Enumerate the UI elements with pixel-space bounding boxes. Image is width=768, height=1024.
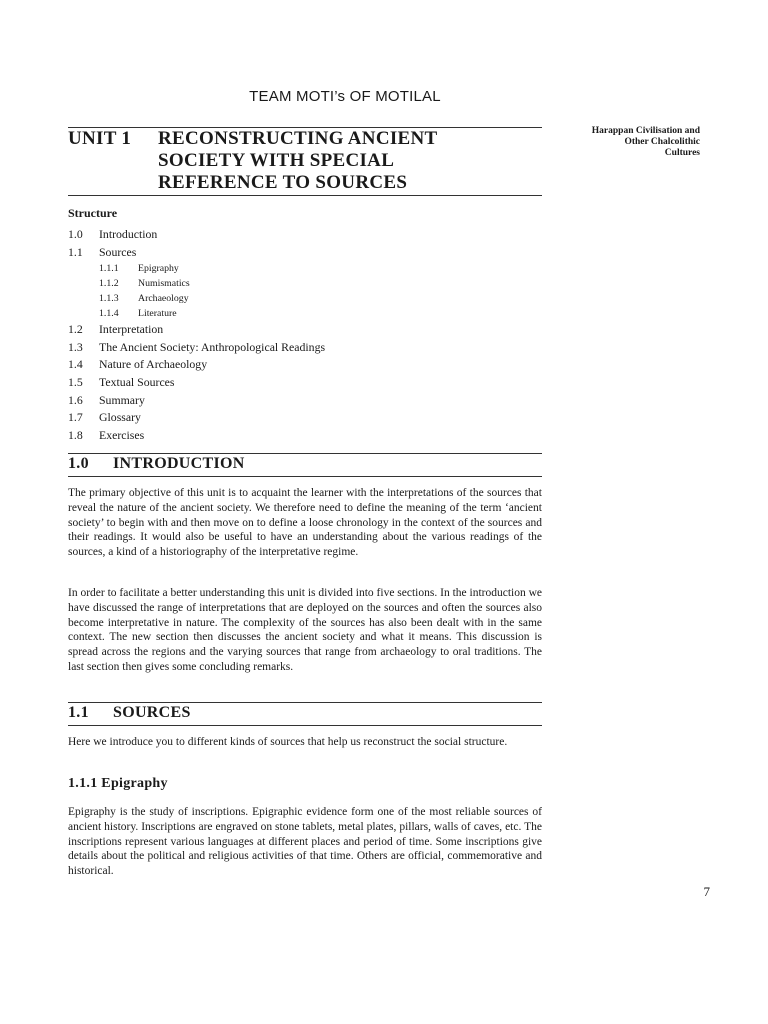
structure-heading: Structure (68, 206, 118, 220)
toc-title: The Ancient Society: Anthropological Readings (99, 339, 326, 354)
paragraph: Here we introduce you to different kinds of sources that help us reconstruct the social structure. (68, 736, 508, 748)
section-bottom-rule (68, 725, 542, 726)
toc-title: Glossary (99, 410, 141, 425)
unit-title-line: SOCIETY WITH SPECIAL (158, 150, 395, 171)
margin-note-line: Harappan Civilisation and (591, 126, 700, 136)
toc-number: 1.1.2 (99, 278, 119, 290)
toc-item[interactable] (68, 244, 538, 262)
page-header-title: TEAM MOTI’s OF MOTILAL (249, 88, 441, 105)
table-of-contents (68, 226, 538, 444)
toc-subitem[interactable] (68, 306, 538, 321)
paragraph: Epigraphy is the study of inscriptions. Epigraphic evidence form one of the most reliable sources of ancient history. Inscriptions are engraved on stone tablets, metal plates, pillars, walls of caves, etc. The inscriptions represent various languages at different places and period of time. Some inscriptions give details about the political and religious activities of that time. Others are official, commemorative and historical. (68, 806, 542, 878)
margin-note-line: Other Chalcolithic (624, 137, 700, 147)
section-top-rule (68, 453, 542, 454)
toc-subitem[interactable] (68, 291, 538, 306)
subsection-heading-epigraphy: 1.1.1 Epigraphy (68, 776, 168, 791)
toc-title: Sources (99, 244, 137, 259)
paragraph: The primary objective of this unit is to acquaint the learner with the interpretations of the sources that reveal the nature of the ancient society. We therefore need to define the meaning of the term ‘ancient society’ to begin with and then move on to define a loose chronology in the context of the sources and their readings. It would also be useful to have an understanding about the various readings of the sources, a kind of a historiography of the interpretative regime. (68, 487, 542, 559)
toc-number: 1.4 (68, 357, 83, 372)
toc-number: 1.1.1 (99, 263, 119, 275)
section-title: SOURCES (113, 704, 191, 721)
toc-item[interactable] (68, 409, 538, 427)
toc-item[interactable] (68, 339, 538, 357)
toc-title: Nature of Archaeology (99, 357, 208, 372)
toc-number: 1.6 (68, 392, 83, 407)
toc-title: Epigraphy (138, 263, 179, 275)
toc-number: 1.0 (68, 227, 83, 241)
toc-number: 1.3 (68, 339, 83, 354)
section-number: 1.0 (68, 455, 89, 472)
unit-title (158, 128, 558, 194)
toc-subitem[interactable] (68, 261, 538, 276)
unit-number: UNIT 1 (68, 128, 132, 149)
toc-title: Textual Sources (99, 374, 175, 389)
unit-title-line: RECONSTRUCTING ANCIENT (158, 128, 438, 149)
toc-item[interactable] (68, 321, 538, 339)
toc-number: 1.1.3 (99, 293, 119, 305)
margin-note-line: Cultures (664, 148, 700, 158)
toc-title: Interpretation (99, 322, 164, 337)
toc-title: Summary (99, 392, 145, 407)
toc-number: 1.7 (68, 410, 83, 425)
page-number: 7 (703, 884, 710, 899)
toc-title: Literature (138, 308, 177, 320)
toc-item[interactable] (68, 427, 538, 445)
section-top-rule (68, 702, 542, 703)
toc-number: 1.8 (68, 427, 83, 442)
unit-title-line: REFERENCE TO SOURCES (158, 172, 408, 193)
toc-number: 1.2 (68, 322, 83, 337)
toc-title: Archaeology (138, 293, 189, 305)
toc-subitem[interactable] (68, 276, 538, 291)
section-title: INTRODUCTION (113, 455, 245, 472)
toc-number: 1.1 (68, 244, 83, 259)
section-bottom-rule (68, 476, 542, 477)
toc-number: 1.1.4 (99, 308, 119, 320)
toc-item[interactable] (68, 356, 538, 374)
toc-number: 1.5 (68, 374, 83, 389)
toc-title: Numismatics (138, 278, 190, 290)
paragraph: In order to facilitate a better understanding this unit is divided into five sections. In the introduction we have discussed the range of interpretations that are deployed on the sources and often the sources also become interpretative in nature. The complexity of the sources has also been dealt with in the same context. The new section then discusses the ancient society and what it means. This discussion is spread across the regions and the varying sources that range from archaeology to oral traditions. The last section then gives some concluding remarks. (68, 587, 542, 673)
unit-bottom-rule (68, 195, 542, 196)
toc-item[interactable] (68, 374, 538, 392)
toc-title: Exercises (99, 427, 145, 442)
toc-item[interactable] (68, 226, 538, 244)
toc-item[interactable] (68, 392, 538, 410)
margin-note (555, 126, 700, 159)
section-number: 1.1 (68, 704, 89, 721)
toc-title: Introduction (99, 227, 158, 241)
